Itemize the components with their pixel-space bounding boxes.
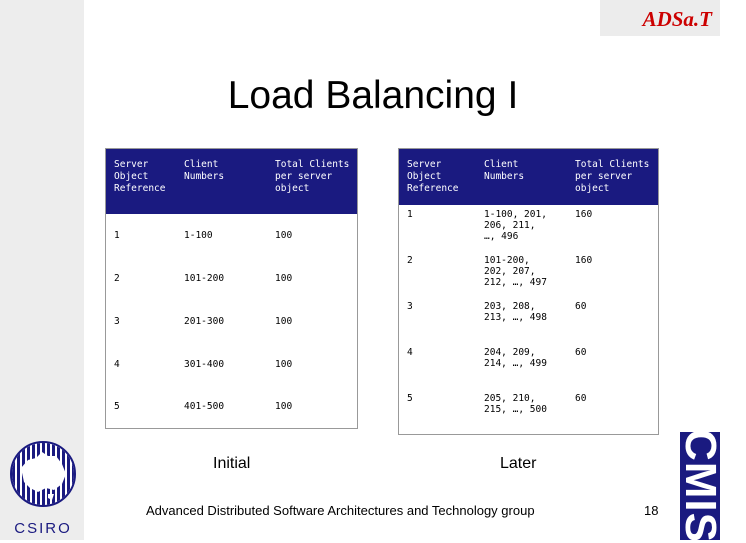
table-row xyxy=(106,343,358,386)
server-ref: 1 xyxy=(106,214,177,257)
client-numbers: 1-100 xyxy=(176,214,267,257)
later-header-server: Server Object Reference xyxy=(399,149,477,205)
csiro-logo-icon xyxy=(6,438,80,538)
table-row xyxy=(106,214,358,257)
footer-text: Advanced Distributed Software Architectures and Technology group xyxy=(146,503,535,518)
table-row xyxy=(106,300,358,343)
total-clients: 60 xyxy=(567,297,659,343)
total-clients: 100 xyxy=(267,214,358,257)
table-row xyxy=(399,205,659,251)
later-table xyxy=(398,148,659,435)
server-ref: 1 xyxy=(399,205,477,251)
client-numbers: 101-200, 202, 207, 212, …, 497 xyxy=(476,251,567,297)
total-clients: 60 xyxy=(567,343,659,389)
server-ref: 3 xyxy=(106,300,177,343)
caption-later: Later xyxy=(500,455,537,472)
client-numbers: 203, 208, 213, …, 498 xyxy=(476,297,567,343)
client-numbers: 205, 210, 215, …, 500 xyxy=(476,389,567,435)
caption-initial: Initial xyxy=(213,455,251,472)
client-numbers: 204, 209, 214, …, 499 xyxy=(476,343,567,389)
total-clients: 100 xyxy=(267,257,358,300)
initial-table xyxy=(105,148,358,429)
brand-box xyxy=(600,0,720,36)
later-header-row xyxy=(399,149,659,205)
server-ref: 2 xyxy=(399,251,477,297)
later-header-total: Total Clients per server object xyxy=(567,149,659,205)
slide-title: Load Balancing I xyxy=(227,74,519,117)
table-row xyxy=(399,343,659,389)
client-numbers: 1-100, 201, 206, 211, …, 496 xyxy=(476,205,567,251)
server-ref: 5 xyxy=(399,389,477,435)
total-clients: 100 xyxy=(267,300,358,343)
page-number: 18 xyxy=(644,503,659,518)
server-ref: 4 xyxy=(399,343,477,389)
total-clients: 100 xyxy=(267,343,358,386)
brand-label: ADSa.T xyxy=(642,7,712,31)
initial-header-row xyxy=(106,149,358,214)
table-row xyxy=(106,257,358,300)
total-clients: 60 xyxy=(567,389,659,435)
initial-header-total: Total Clients per server object xyxy=(267,149,358,214)
table-row xyxy=(106,386,358,429)
server-ref: 4 xyxy=(106,343,177,386)
server-ref: 2 xyxy=(106,257,177,300)
initial-header-server: Server Object Reference xyxy=(106,149,177,214)
table-row xyxy=(399,297,659,343)
client-numbers: 101-200 xyxy=(176,257,267,300)
client-numbers: 201-300 xyxy=(176,300,267,343)
total-clients: 160 xyxy=(567,205,659,251)
table-row xyxy=(399,389,659,435)
client-numbers: 401-500 xyxy=(176,386,267,429)
csiro-logo-text: CSIRO xyxy=(14,520,72,537)
later-header-client: Client Numbers xyxy=(476,149,567,205)
cmis-logo-text: CMIS xyxy=(676,429,725,543)
total-clients: 100 xyxy=(267,386,358,429)
server-ref: 5 xyxy=(106,386,177,429)
initial-header-client: Client Numbers xyxy=(176,149,267,214)
total-clients: 160 xyxy=(567,251,659,297)
client-numbers: 301-400 xyxy=(176,343,267,386)
table-row xyxy=(399,251,659,297)
cmis-logo xyxy=(676,429,725,543)
server-ref: 3 xyxy=(399,297,477,343)
